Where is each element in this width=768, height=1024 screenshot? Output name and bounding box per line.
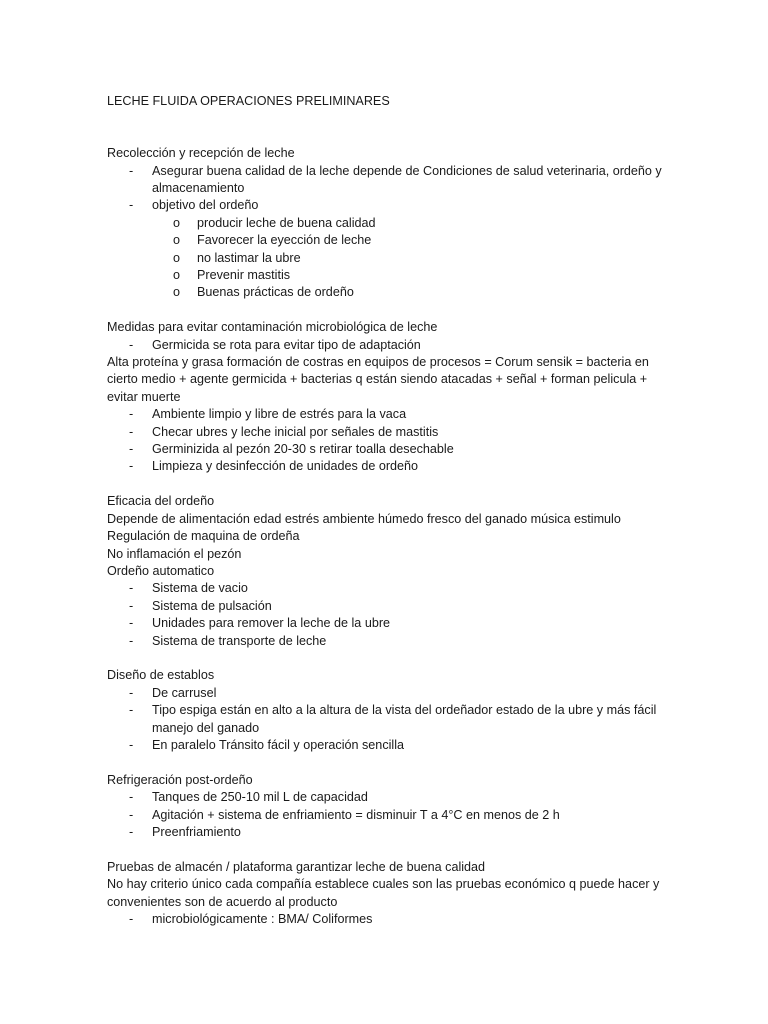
dash-bullet: - [129, 703, 134, 718]
list-item-text: Sistema de transporte de leche [152, 633, 327, 648]
list-item [107, 197, 667, 214]
eficacia-line: Regulación de maquina de ordeña [107, 529, 300, 544]
list-item-text: De carrusel [152, 685, 217, 700]
list-item [107, 737, 667, 754]
list-item [107, 441, 667, 458]
medidas-list-a [107, 337, 667, 354]
list-item [107, 163, 667, 198]
list-item [107, 824, 667, 841]
dash-bullet: - [129, 616, 134, 631]
sub-list-item-text: Favorecer la eyección de leche [197, 233, 372, 248]
dash-bullet: - [129, 807, 134, 822]
list-item-text: Germicida se rota para evitar tipo de adaptación [152, 337, 421, 352]
refrigeracion-list [107, 789, 667, 841]
dash-bullet: - [129, 685, 134, 700]
list-item [107, 406, 667, 423]
dash-bullet: - [129, 581, 134, 596]
dash-bullet: - [129, 163, 134, 178]
circle-bullet: o [173, 215, 181, 230]
dash-bullet: - [129, 407, 134, 422]
list-item [107, 911, 667, 928]
dash-bullet: - [129, 442, 134, 457]
section-heading-diseno: Diseño de establos [107, 668, 215, 683]
medidas-paragraph: Alta proteína y grasa formación de costras en equipos de procesos = Corum sensik = bacteria en cierto medio + agente germicida + bacterias q están siendo atacadas + señal + forman pelicula + evitar muerte [107, 355, 649, 404]
medidas-list-b [107, 406, 667, 476]
list-item-text: Sistema de pulsación [152, 598, 272, 613]
sub-list-item [107, 232, 667, 249]
section-heading-pruebas: Pruebas de almacén / plataforma garantizar leche de buena calidad [107, 859, 486, 874]
list-item [107, 789, 667, 806]
diseno-list [107, 685, 667, 755]
dash-bullet: - [129, 337, 134, 352]
sub-list-item-text: Prevenir mastitis [197, 268, 291, 283]
dash-bullet: - [129, 737, 134, 752]
list-item [107, 685, 667, 702]
dash-bullet: - [129, 424, 134, 439]
recoleccion-list [107, 163, 667, 215]
list-item-text: objetivo del ordeño [152, 198, 259, 213]
list-item [107, 424, 667, 441]
pruebas-paragraph: No hay criterio único cada compañía establece cuales son las pruebas económico q puede hacer y convenientes son de acuerdo al producto [107, 877, 660, 909]
list-item [107, 580, 667, 597]
dash-bullet: - [129, 459, 134, 474]
sub-list-item [107, 250, 667, 267]
list-item-text: En paralelo Tránsito fácil y operación sencilla [152, 737, 405, 752]
circle-bullet: o [173, 268, 181, 283]
list-item-text: Germinizida al pezón 20-30 s retirar toalla desechable [152, 442, 454, 457]
list-item-text: microbiológicamente : BMA/ Coliformes [152, 911, 373, 926]
dash-bullet: - [129, 598, 134, 613]
circle-bullet: o [173, 250, 181, 265]
dash-bullet: - [129, 790, 134, 805]
circle-bullet: o [173, 233, 181, 248]
sub-list-item-text: Buenas prácticas de ordeño [197, 285, 354, 300]
dash-bullet: - [129, 911, 134, 926]
sub-list-item [107, 267, 667, 284]
list-item-text: Checar ubres y leche inicial por señales de mastitis [152, 424, 439, 439]
dash-bullet: - [129, 633, 134, 648]
eficacia-line: Ordeño automatico [107, 563, 215, 578]
list-item-text: Agitación + sistema de enfriamiento = disminuir T a 4°C en menos de 2 h [152, 807, 560, 822]
list-item-text: Unidades para remover la leche de la ubre [152, 616, 391, 631]
sub-list-item-text: no lastimar la ubre [197, 250, 301, 265]
section-heading-refrigeracion: Refrigeración post-ordeño [107, 772, 253, 787]
document-title: LECHE FLUIDA OPERACIONES PRELIMINARES [107, 94, 390, 108]
dash-bullet: - [129, 824, 134, 839]
list-item [107, 807, 667, 824]
list-item [107, 615, 667, 632]
list-item-text: Limpieza y desinfección de unidades de ordeño [152, 459, 419, 474]
list-item [107, 337, 667, 354]
section-heading-medidas: Medidas para evitar contaminación microbiológica de leche [107, 320, 438, 335]
section-heading-eficacia: Eficacia del ordeño [107, 494, 215, 509]
sub-list-item [107, 284, 667, 301]
list-item-text: Sistema de vacio [152, 581, 248, 596]
pruebas-list [107, 911, 667, 928]
list-item-text: Ambiente limpio y libre de estrés para la vaca [152, 407, 407, 422]
list-item-text: Tanques de 250-10 mil L de capacidad [152, 790, 368, 805]
recoleccion-sublist [107, 215, 667, 302]
list-item-text: Tipo espiga están en alto a la altura de la vista del ordeñador estado de la ubre y más fácil manejo del ganado [152, 703, 657, 735]
list-item-text: Preenfriamiento [152, 824, 241, 839]
list-item [107, 458, 667, 475]
eficacia-list [107, 580, 667, 650]
document-page [107, 93, 667, 928]
list-item [107, 598, 667, 615]
circle-bullet: o [173, 285, 181, 300]
sub-list-item [107, 215, 667, 232]
list-item [107, 633, 667, 650]
list-item [107, 702, 667, 737]
dash-bullet: - [129, 198, 134, 213]
section-heading-recoleccion: Recolección y recepción de leche [107, 146, 295, 161]
list-item-text: Asegurar buena calidad de la leche depende de Condiciones de salud veterinaria, ordeño y almacenamiento [152, 163, 662, 195]
sub-list-item-text: producir leche de buena calidad [197, 215, 376, 230]
eficacia-line: Depende de alimentación edad estrés ambiente húmedo fresco del ganado música estimulo [107, 511, 621, 526]
eficacia-line: No inflamación el pezón [107, 546, 242, 561]
